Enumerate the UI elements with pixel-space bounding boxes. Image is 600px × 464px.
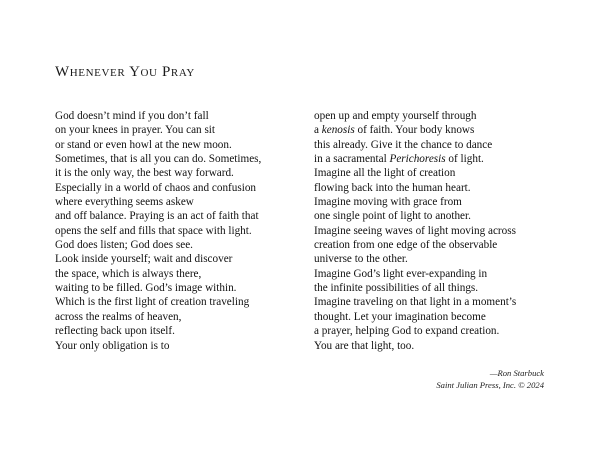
poem-title: Whenever You Pray: [55, 64, 195, 80]
poem-line: open up and empty yourself through: [314, 110, 477, 122]
poem-line: Look inside yourself; wait and discover: [55, 253, 233, 266]
poem-line: flowing back into the human heart.: [314, 181, 471, 194]
poem-line: Imagine seeing waves of light moving across: [314, 224, 516, 237]
poem-line: a prayer, helping God to expand creation.: [314, 325, 500, 338]
poem-line: creation from one edge of the observable: [314, 239, 498, 252]
poem-line: thought. Let your imagination become: [314, 310, 486, 323]
poem-line: a kenosis of faith. Your body knows: [314, 124, 475, 137]
poem-line: one single point of light to another.: [314, 210, 471, 223]
poem-line: Which is the first light of creation traveling: [55, 296, 250, 309]
poem-line: this already. Give it the chance to dance: [314, 138, 493, 151]
poem-line: the space, which is always there,: [55, 267, 202, 280]
poem-line: Imagine God’s light ever-expanding in: [314, 267, 488, 280]
poem-line: Sometimes, that is all you can do. Sometimes,: [55, 153, 262, 166]
poem-line: Imagine traveling on that light in a moment’s: [314, 296, 517, 309]
poem-line: where everything seems askew: [55, 196, 194, 209]
poem-column-right: [314, 109, 516, 353]
poem-line: God does listen; God does see.: [55, 239, 193, 252]
poem-line: Imagine all the light of creation: [314, 167, 456, 180]
poem-line: it is the only way, the best way forward.: [55, 167, 234, 180]
poem-column-left: [55, 109, 261, 353]
author-attribution: —Ron Starbuck: [489, 368, 544, 378]
publisher-copyright: Saint Julian Press, Inc. © 2024: [436, 380, 544, 390]
poem-line: the infinite possibilities of all things.: [314, 282, 479, 295]
poem-line: reflecting back upon itself.: [55, 325, 175, 338]
poem-line: in a sacramental Perichoresis of light.: [314, 153, 484, 166]
perichoresis-term: Perichoresis: [389, 153, 446, 166]
poem-line: Your only obligation is to: [55, 339, 170, 352]
poem-line: on your knees in prayer. You can sit: [55, 124, 216, 137]
poem-line: opens the self and fills that space with light.: [55, 224, 252, 237]
poem-line: waiting to be filled. God’s image within.: [55, 282, 237, 295]
poem-line: and off balance. Praying is an act of faith that: [55, 210, 259, 223]
poem-line: Especially in a world of chaos and confusion: [55, 181, 257, 194]
poem-line: or stand or even howl at the new moon.: [55, 138, 232, 151]
poem-line: You are that light, too.: [314, 339, 415, 352]
poem-line: across the realms of heaven,: [55, 310, 182, 323]
kenosis-term: kenosis: [321, 124, 355, 137]
poem-line: God doesn’t mind if you don’t fall: [55, 110, 209, 122]
poem-line: Imagine moving with grace from: [314, 196, 462, 209]
poem-line: universe to the other.: [314, 253, 408, 266]
